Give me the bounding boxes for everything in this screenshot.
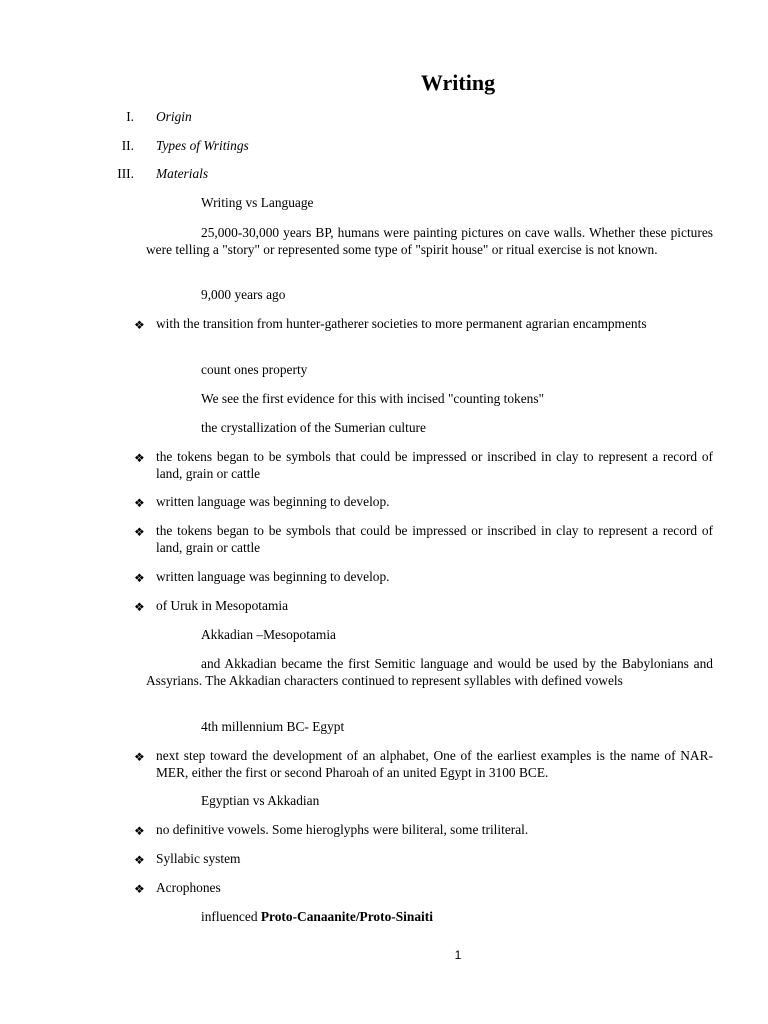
body-paragraph: and Akkadian became the first Semitic language and would be used by the Babylonians and Assyrians. The Akkadian characters continued to represent syllables with defined vowels xyxy=(146,656,713,688)
bullet-icon: ❖ xyxy=(134,318,145,332)
outline-item-types-of-writings: Types of Writings xyxy=(156,138,249,153)
bullet-icon: ❖ xyxy=(134,824,145,838)
body-line: Akkadian –Mesopotamia xyxy=(201,627,336,642)
bullet-item: no definitive vowels. Some hieroglyphs were biliteral, some triliteral. xyxy=(156,822,529,837)
bold-term: Proto-Canaanite/Proto-Sinaiti xyxy=(260,909,433,924)
bullet-icon: ❖ xyxy=(134,600,145,614)
bullet-icon: ❖ xyxy=(134,882,145,896)
outline-item-origin: Origin xyxy=(156,109,192,124)
bullet-item: the tokens began to be symbols that could be impressed or inscribed in clay to represent a record of land, grain or cattle xyxy=(156,449,713,481)
body-paragraph: 25,000-30,000 years BP, humans were painting pictures on cave walls. Whether these pictures were telling a "story" or represented some type of "spirit house" or ritual exercise is not known. xyxy=(146,225,713,257)
body-line: Writing vs Language xyxy=(201,195,314,210)
bullet-item: next step toward the development of an alphabet, One of the earliest examples is the name of NAR-MER, either the first or second Pharoah of an united Egypt in 3100 BCE. xyxy=(156,748,713,780)
bullet-item: Syllabic system xyxy=(156,851,241,866)
body-line: We see the first evidence for this with incised "counting tokens" xyxy=(201,391,545,406)
bullet-icon: ❖ xyxy=(134,571,145,585)
bullet-icon: ❖ xyxy=(134,853,145,867)
body-line: the crystallization of the Sumerian culture xyxy=(201,420,426,435)
outline-numeral: III. xyxy=(117,166,134,181)
bullet-item: written language was beginning to develop. xyxy=(156,569,390,584)
outline-numeral: I. xyxy=(126,109,134,124)
bullet-icon: ❖ xyxy=(134,525,145,539)
bullet-item: of Uruk in Mesopotamia xyxy=(156,598,289,613)
body-line: 9,000 years ago xyxy=(201,287,286,302)
body-line-prefix: influenced xyxy=(201,909,261,924)
body-line xyxy=(201,909,433,926)
bullet-item: the tokens began to be symbols that could be impressed or inscribed in clay to represent a record of land, grain or cattle xyxy=(156,523,713,555)
bullet-icon: ❖ xyxy=(134,750,145,764)
body-line: Egyptian vs Akkadian xyxy=(201,793,320,808)
outline-numeral: II. xyxy=(121,138,134,153)
bullet-icon: ❖ xyxy=(134,496,145,510)
bullet-item: Acrophones xyxy=(156,880,221,895)
bullet-icon: ❖ xyxy=(134,451,145,465)
body-line: count ones property xyxy=(201,362,308,377)
bullet-item: written language was beginning to develop. xyxy=(156,494,390,509)
outline-item-materials: Materials xyxy=(156,166,209,181)
document-title: Writing xyxy=(420,70,496,95)
page-number: 1 xyxy=(454,948,462,962)
body-line: 4th millennium BC- Egypt xyxy=(201,719,345,734)
bullet-item: with the transition from hunter-gatherer societies to more permanent agrarian encampments xyxy=(156,316,647,331)
